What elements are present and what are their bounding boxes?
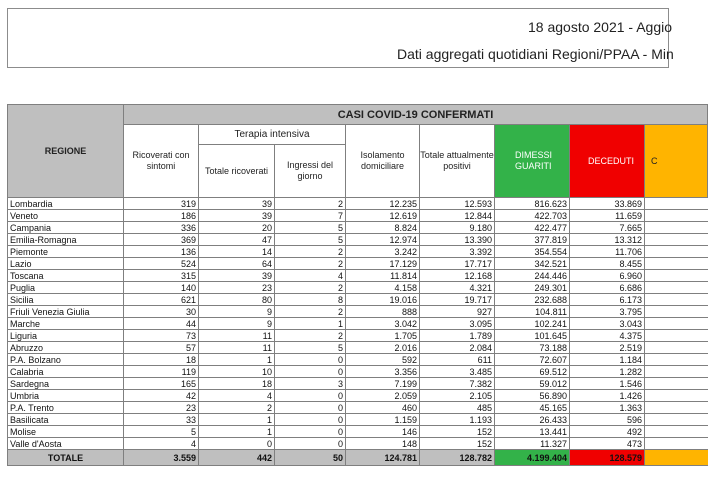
isolamento-value: 12.235	[346, 198, 420, 210]
header-positivi: Totale attualmente positivi	[420, 125, 495, 198]
isolamento-value: 12.974	[346, 234, 420, 246]
isolamento-value: 592	[346, 354, 420, 366]
casi-totali-cell	[645, 246, 708, 258]
isolamento-value: 12.619	[346, 210, 420, 222]
table-row	[8, 270, 708, 282]
dimessi-value: 354.554	[495, 246, 570, 258]
ti-ingressi-value: 7	[275, 210, 346, 222]
table-row	[8, 222, 708, 234]
header-ti-totale: Totale ricoverati	[199, 145, 275, 198]
isolamento-value: 3.356	[346, 366, 420, 378]
ti-totale-value: 2	[199, 402, 275, 414]
header-casi-totali: C	[645, 125, 708, 198]
region-name: Valle d'Aosta	[8, 438, 124, 450]
deceduti-value: 3.043	[570, 318, 645, 330]
table-row	[8, 414, 708, 426]
dimessi-value: 422.703	[495, 210, 570, 222]
dimessi-value: 26.433	[495, 414, 570, 426]
casi-totali-cell	[645, 306, 708, 318]
dimessi-value: 422.477	[495, 222, 570, 234]
ricoverati-value: 4	[124, 438, 199, 450]
ti-totale-value: 0	[199, 438, 275, 450]
positivi-value: 1.193	[420, 414, 495, 426]
positivi-value: 17.717	[420, 258, 495, 270]
isolamento-value: 1.159	[346, 414, 420, 426]
ricoverati-value: 524	[124, 258, 199, 270]
positivi-value: 9.180	[420, 222, 495, 234]
ti-ingressi-value: 5	[275, 234, 346, 246]
isolamento-value: 3.042	[346, 318, 420, 330]
region-name: Piemonte	[8, 246, 124, 258]
isolamento-value: 19.016	[346, 294, 420, 306]
table-row	[8, 282, 708, 294]
isolamento-value: 3.242	[346, 246, 420, 258]
region-name: Liguria	[8, 330, 124, 342]
ti-totale-value: 14	[199, 246, 275, 258]
region-name: Calabria	[8, 366, 124, 378]
ti-ingressi-value: 2	[275, 330, 346, 342]
table-row	[8, 378, 708, 390]
ti-totale-value: 20	[199, 222, 275, 234]
ricoverati-value: 30	[124, 306, 199, 318]
casi-totali-cell	[645, 270, 708, 282]
header-deceduti: DECEDUTI	[570, 125, 645, 198]
casi-totali-cell	[645, 426, 708, 438]
region-name: Veneto	[8, 210, 124, 222]
header-regione: REGIONE	[8, 105, 124, 198]
casi-totali-cell	[645, 438, 708, 450]
table-row	[8, 426, 708, 438]
header-ricoverati: Ricoverati con sintomi	[124, 125, 199, 198]
ti-ingressi-value: 4	[275, 270, 346, 282]
region-name: Lazio	[8, 258, 124, 270]
ricoverati-value: 336	[124, 222, 199, 234]
ricoverati-value: 140	[124, 282, 199, 294]
dimessi-value: 101.645	[495, 330, 570, 342]
dimessi-value: 249.301	[495, 282, 570, 294]
deceduti-value: 3.795	[570, 306, 645, 318]
dimessi-value: 816.623	[495, 198, 570, 210]
isolamento-value: 2.059	[346, 390, 420, 402]
table-row	[8, 366, 708, 378]
casi-totali-cell	[645, 354, 708, 366]
ti-totale-value: 39	[199, 198, 275, 210]
dimessi-value: 102.241	[495, 318, 570, 330]
ricoverati-value: 33	[124, 414, 199, 426]
region-name: Lombardia	[8, 198, 124, 210]
table-row	[8, 246, 708, 258]
header-casi-confermati: CASI COVID-19 CONFERMATI	[124, 105, 708, 125]
ti-ingressi-value: 2	[275, 258, 346, 270]
total-positivi: 128.782	[420, 450, 495, 466]
positivi-value: 12.168	[420, 270, 495, 282]
positivi-value: 7.382	[420, 378, 495, 390]
ti-ingressi-value: 0	[275, 366, 346, 378]
dimessi-value: 13.441	[495, 426, 570, 438]
dimessi-value: 73.188	[495, 342, 570, 354]
total-ti-ingressi: 50	[275, 450, 346, 466]
deceduti-value: 8.455	[570, 258, 645, 270]
ricoverati-value: 18	[124, 354, 199, 366]
header-isolamento: Isolamento domiciliare	[346, 125, 420, 198]
dimessi-value: 232.688	[495, 294, 570, 306]
isolamento-value: 888	[346, 306, 420, 318]
positivi-value: 1.789	[420, 330, 495, 342]
header-ti-ingressi: Ingressi del giorno	[275, 145, 346, 198]
table-row	[8, 210, 708, 222]
ti-totale-value: 4	[199, 390, 275, 402]
casi-totali-cell	[645, 414, 708, 426]
ti-totale-value: 80	[199, 294, 275, 306]
ricoverati-value: 315	[124, 270, 199, 282]
isolamento-value: 7.199	[346, 378, 420, 390]
table-row	[8, 234, 708, 246]
deceduti-value: 11.659	[570, 210, 645, 222]
deceduti-value: 6.686	[570, 282, 645, 294]
region-name: Marche	[8, 318, 124, 330]
deceduti-value: 6.173	[570, 294, 645, 306]
positivi-value: 152	[420, 438, 495, 450]
region-name: Campania	[8, 222, 124, 234]
ti-ingressi-value: 0	[275, 414, 346, 426]
ti-ingressi-value: 0	[275, 438, 346, 450]
ricoverati-value: 136	[124, 246, 199, 258]
positivi-value: 12.593	[420, 198, 495, 210]
isolamento-value: 1.705	[346, 330, 420, 342]
region-name: Sardegna	[8, 378, 124, 390]
table-row	[8, 330, 708, 342]
table-row	[8, 342, 708, 354]
ti-ingressi-value: 8	[275, 294, 346, 306]
deceduti-value: 2.519	[570, 342, 645, 354]
region-name: Puglia	[8, 282, 124, 294]
ti-ingressi-value: 0	[275, 402, 346, 414]
positivi-value: 3.095	[420, 318, 495, 330]
region-name: P.A. Bolzano	[8, 354, 124, 366]
casi-totali-cell	[645, 282, 708, 294]
positivi-value: 485	[420, 402, 495, 414]
ti-ingressi-value: 0	[275, 426, 346, 438]
casi-totali-cell	[645, 330, 708, 342]
ricoverati-value: 119	[124, 366, 199, 378]
region-name: Friuli Venezia Giulia	[8, 306, 124, 318]
casi-totali-cell	[645, 198, 708, 210]
deceduti-value: 1.282	[570, 366, 645, 378]
report-subtitle: Dati aggregati quotidiani Regioni/PPAA - Min	[397, 46, 674, 62]
ti-ingressi-value: 2	[275, 246, 346, 258]
ti-ingressi-value: 2	[275, 198, 346, 210]
total-ricoverati: 3.559	[124, 450, 199, 466]
casi-totali-cell	[645, 258, 708, 270]
deceduti-value: 6.960	[570, 270, 645, 282]
ti-totale-value: 1	[199, 414, 275, 426]
total-casi-totali	[645, 450, 708, 466]
table-row	[8, 402, 708, 414]
deceduti-value: 1.363	[570, 402, 645, 414]
region-name: Emilia-Romagna	[8, 234, 124, 246]
casi-totali-cell	[645, 234, 708, 246]
ti-ingressi-value: 2	[275, 282, 346, 294]
region-name: Basilicata	[8, 414, 124, 426]
ricoverati-value: 23	[124, 402, 199, 414]
dimessi-value: 56.890	[495, 390, 570, 402]
region-name: Molise	[8, 426, 124, 438]
dimessi-value: 104.811	[495, 306, 570, 318]
casi-totali-cell	[645, 222, 708, 234]
ti-ingressi-value: 2	[275, 306, 346, 318]
ti-ingressi-value: 5	[275, 342, 346, 354]
ti-ingressi-value: 1	[275, 318, 346, 330]
dimessi-value: 59.012	[495, 378, 570, 390]
region-name: Sicilia	[8, 294, 124, 306]
positivi-value: 611	[420, 354, 495, 366]
ricoverati-value: 57	[124, 342, 199, 354]
isolamento-value: 4.158	[346, 282, 420, 294]
total-label: TOTALE	[8, 450, 124, 466]
ricoverati-value: 165	[124, 378, 199, 390]
ricoverati-value: 5	[124, 426, 199, 438]
deceduti-value: 13.312	[570, 234, 645, 246]
ti-totale-value: 64	[199, 258, 275, 270]
casi-totali-cell	[645, 378, 708, 390]
ti-totale-value: 23	[199, 282, 275, 294]
ti-totale-value: 39	[199, 270, 275, 282]
casi-totali-cell	[645, 402, 708, 414]
table-row	[8, 354, 708, 366]
positivi-value: 19.717	[420, 294, 495, 306]
deceduti-value: 473	[570, 438, 645, 450]
isolamento-value: 17.129	[346, 258, 420, 270]
isolamento-value: 460	[346, 402, 420, 414]
ricoverati-value: 319	[124, 198, 199, 210]
ti-totale-value: 9	[199, 306, 275, 318]
ricoverati-value: 186	[124, 210, 199, 222]
isolamento-value: 11.814	[346, 270, 420, 282]
isolamento-value: 8.824	[346, 222, 420, 234]
isolamento-value: 2.016	[346, 342, 420, 354]
ti-totale-value: 11	[199, 330, 275, 342]
positivi-value: 152	[420, 426, 495, 438]
positivi-value: 4.321	[420, 282, 495, 294]
dimessi-value: 244.446	[495, 270, 570, 282]
ti-ingressi-value: 5	[275, 222, 346, 234]
header-dimessi-guariti: DIMESSI GUARITI	[495, 125, 570, 198]
region-name: Umbria	[8, 390, 124, 402]
ti-totale-value: 18	[199, 378, 275, 390]
deceduti-value: 492	[570, 426, 645, 438]
casi-totali-cell	[645, 390, 708, 402]
ti-totale-value: 9	[199, 318, 275, 330]
dimessi-value: 72.607	[495, 354, 570, 366]
casi-totali-cell	[645, 366, 708, 378]
ti-totale-value: 1	[199, 426, 275, 438]
header-terapia-intensiva: Terapia intensiva	[199, 125, 346, 145]
ti-totale-value: 39	[199, 210, 275, 222]
table-row	[8, 198, 708, 210]
deceduti-value: 7.665	[570, 222, 645, 234]
casi-totali-cell	[645, 342, 708, 354]
table-row	[8, 306, 708, 318]
region-name: P.A. Trento	[8, 402, 124, 414]
deceduti-value: 596	[570, 414, 645, 426]
ricoverati-value: 369	[124, 234, 199, 246]
deceduti-value: 1.426	[570, 390, 645, 402]
casi-totali-cell	[645, 318, 708, 330]
positivi-value: 13.390	[420, 234, 495, 246]
region-name: Abruzzo	[8, 342, 124, 354]
ti-totale-value: 10	[199, 366, 275, 378]
casi-totali-cell	[645, 294, 708, 306]
isolamento-value: 146	[346, 426, 420, 438]
table-row	[8, 318, 708, 330]
total-deceduti: 128.579	[570, 450, 645, 466]
deceduti-value: 1.546	[570, 378, 645, 390]
positivi-value: 12.844	[420, 210, 495, 222]
positivi-value: 927	[420, 306, 495, 318]
ti-ingressi-value: 0	[275, 390, 346, 402]
positivi-value: 2.084	[420, 342, 495, 354]
table-row	[8, 294, 708, 306]
ti-totale-value: 11	[199, 342, 275, 354]
dimessi-value: 45.165	[495, 402, 570, 414]
total-isolamento: 124.781	[346, 450, 420, 466]
table-row	[8, 258, 708, 270]
deceduti-value: 11.706	[570, 246, 645, 258]
covid-table-container	[7, 104, 667, 486]
table-body	[8, 198, 708, 466]
ti-ingressi-value: 3	[275, 378, 346, 390]
positivi-value: 3.392	[420, 246, 495, 258]
ricoverati-value: 44	[124, 318, 199, 330]
total-row	[8, 450, 708, 466]
isolamento-value: 148	[346, 438, 420, 450]
deceduti-value: 4.375	[570, 330, 645, 342]
table-row	[8, 390, 708, 402]
table-row	[8, 438, 708, 450]
total-ti-totale: 442	[199, 450, 275, 466]
positivi-value: 3.485	[420, 366, 495, 378]
report-header	[7, 8, 674, 68]
dimessi-value: 11.327	[495, 438, 570, 450]
dimessi-value: 377.819	[495, 234, 570, 246]
report-date: 18 agosto 2021 - Aggio	[528, 19, 673, 35]
deceduti-value: 33.869	[570, 198, 645, 210]
deceduti-value: 1.184	[570, 354, 645, 366]
ricoverati-value: 73	[124, 330, 199, 342]
casi-totali-cell	[645, 210, 708, 222]
dimessi-value: 342.521	[495, 258, 570, 270]
positivi-value: 2.105	[420, 390, 495, 402]
ricoverati-value: 42	[124, 390, 199, 402]
ti-totale-value: 1	[199, 354, 275, 366]
total-dimessi: 4.199.404	[495, 450, 570, 466]
region-name: Toscana	[8, 270, 124, 282]
ti-totale-value: 47	[199, 234, 275, 246]
ti-ingressi-value: 0	[275, 354, 346, 366]
dimessi-value: 69.512	[495, 366, 570, 378]
ricoverati-value: 621	[124, 294, 199, 306]
covid-table	[7, 104, 708, 466]
